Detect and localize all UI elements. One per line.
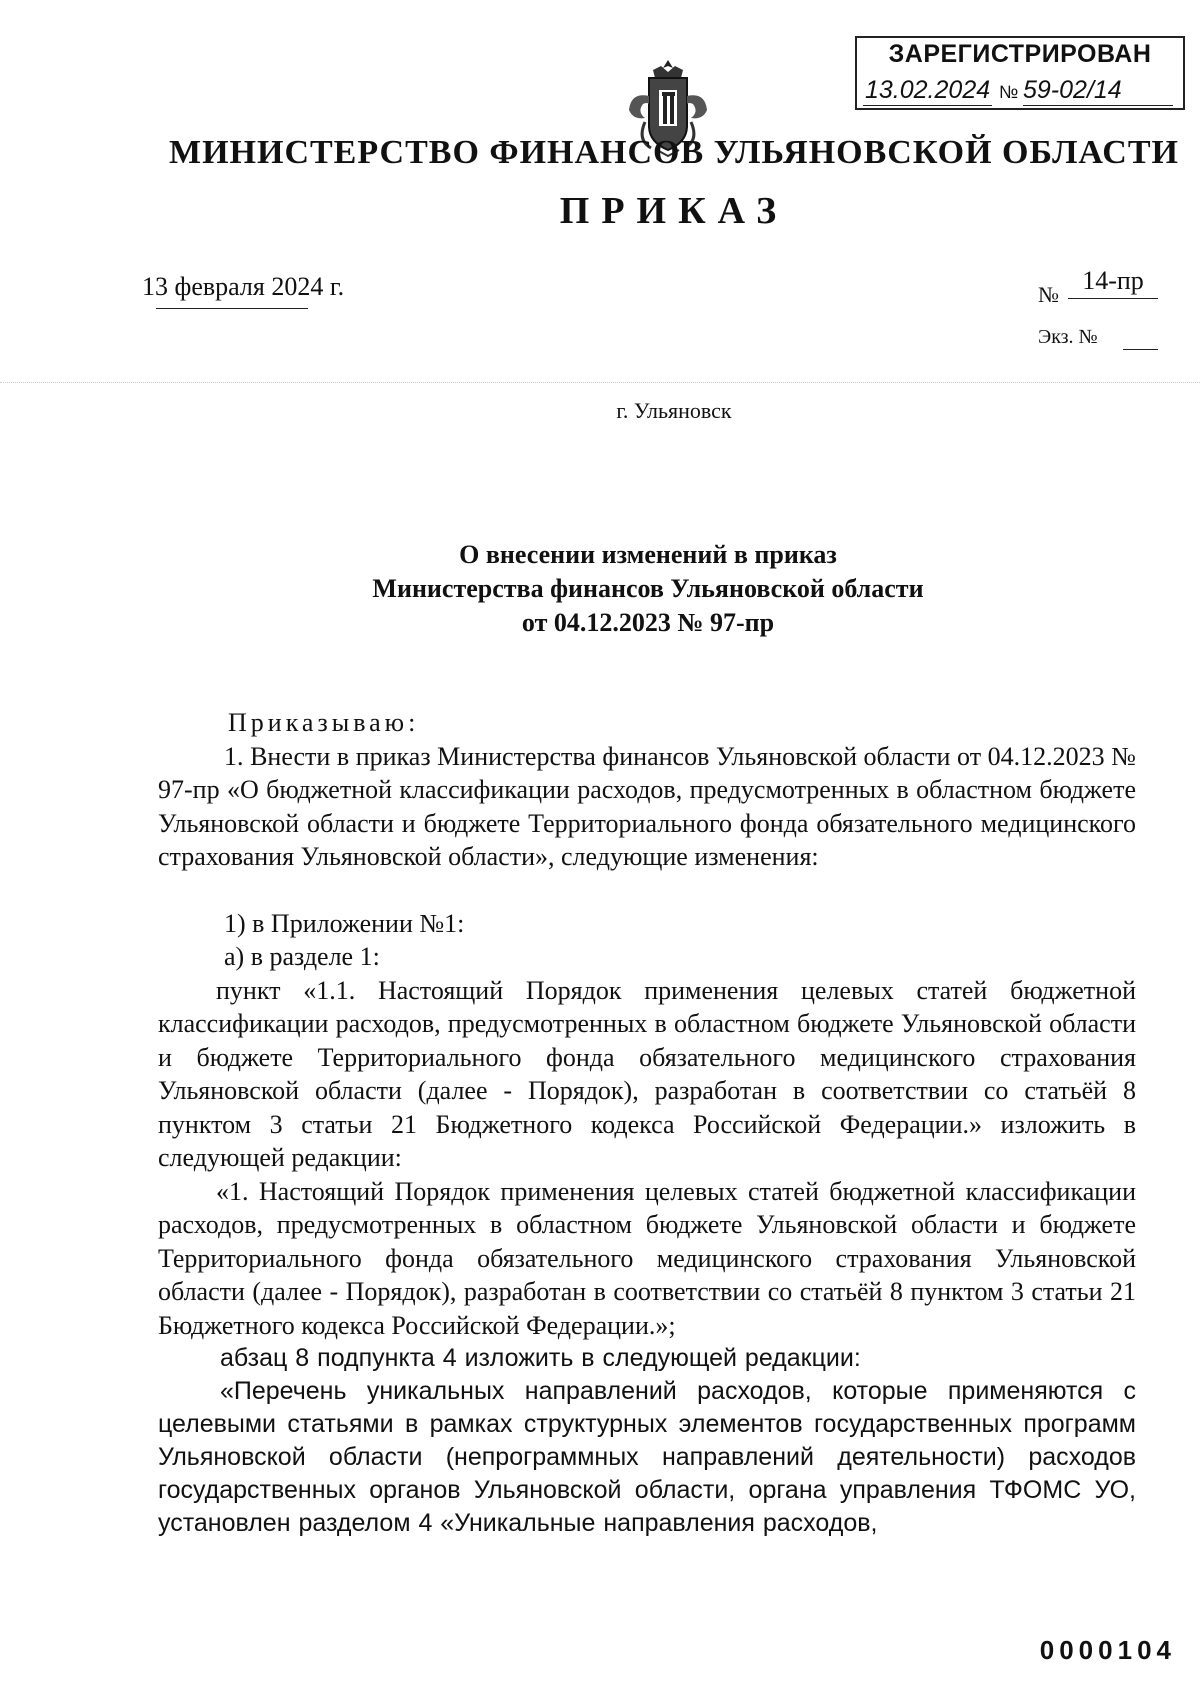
paragraph-6: абзац 8 подпункта 4 изложить в следующей редакции: bbox=[220, 1344, 861, 1372]
copy-number-label: Экз. № bbox=[1038, 326, 1098, 348]
paragraph-2: 1) в Приложении №1: bbox=[224, 908, 465, 938]
divider bbox=[0, 382, 1200, 383]
stamp-details bbox=[863, 76, 1177, 104]
order-number-label: № bbox=[1038, 282, 1059, 307]
copy-number-blank bbox=[1123, 349, 1158, 350]
subject-line-1: О внесении изменений в приказ bbox=[459, 540, 837, 569]
document-type-title: ПРИКАЗ bbox=[559, 190, 789, 232]
ministry-name: МИНИСТЕРСТВО ФИНАНСОВ УЛЬЯНОВСКОЙ ОБЛАСТИ bbox=[169, 134, 1179, 171]
paragraph-7: «Перечень уникальных направлений расходов, которые применяются с целевыми статьями в рамках структурных элементов государственных программ Ульяновской области (непрограммных направлений деятельности) расходов государственных органов Ульяновской области, органа управления ТФОМС УО, установлен разделом 4 «Уникальные направления расходов, bbox=[158, 1377, 1136, 1537]
stamp-number: 59-02/14 bbox=[1023, 76, 1173, 106]
serial-number: 0000104 bbox=[1039, 1635, 1176, 1665]
order-word: Приказываю: bbox=[228, 708, 420, 737]
order-subject bbox=[0, 538, 1200, 640]
paragraph-3: а) в разделе 1: bbox=[224, 942, 380, 971]
registration-stamp bbox=[855, 36, 1185, 110]
order-body bbox=[158, 706, 1136, 1540]
subject-line-3: от 04.12.2023 № 97-пр bbox=[521, 608, 775, 637]
stamp-number-label: № bbox=[999, 82, 1019, 102]
stamp-date: 13.02.2024 bbox=[865, 76, 991, 104]
city: г. Ульяновск bbox=[616, 398, 732, 423]
date-underline bbox=[156, 308, 308, 309]
order-date: 13 февраля 2024 г. bbox=[142, 272, 345, 301]
paragraph-5: «1. Настоящий Порядок применения целевых статей бюджетной классификации расходов, предусмотренных в областном бюджете Ульяновской области и бюджете Территориального фонда обязательного медицинского страхования Ульяновской области (далее - Порядок), разработан в соответствии со статьёй 8 пунктом 3 статьи 21 Бюджетного кодекса Российской Федерации.»; bbox=[158, 1176, 1136, 1340]
paragraph-4: пункт «1.1. Настоящий Порядок применения целевых статей бюджетной классификации расходов, предусмотренных в областном бюджете Ульяновской области и бюджете Территориального фонда обязательного медицинского страхования Ульяновской области (далее - Порядок), разработан в соответствии со статьёй 8 пунктом 3 статьи 21 Бюджетного кодекса Российской Федерации.» изложить в следующей редакции: bbox=[158, 975, 1136, 1172]
stamp-title: ЗАРЕГИСТРИРОВАН bbox=[888, 40, 1152, 68]
order-number: 14-пр bbox=[1068, 266, 1158, 299]
subject-line-2: Министерства финансов Ульяновской области bbox=[372, 574, 924, 603]
paragraph-1: 1. Внести в приказ Министерства финансов Ульяновской области от 04.12.2023 № 97-пр «О бюджетной классификации расходов, предусмотренных в областном бюджете Ульяновской области и бюджете Территориального фонда обязательного медицинского страхования Ульяновской области», следующие изменения: bbox=[158, 741, 1136, 871]
